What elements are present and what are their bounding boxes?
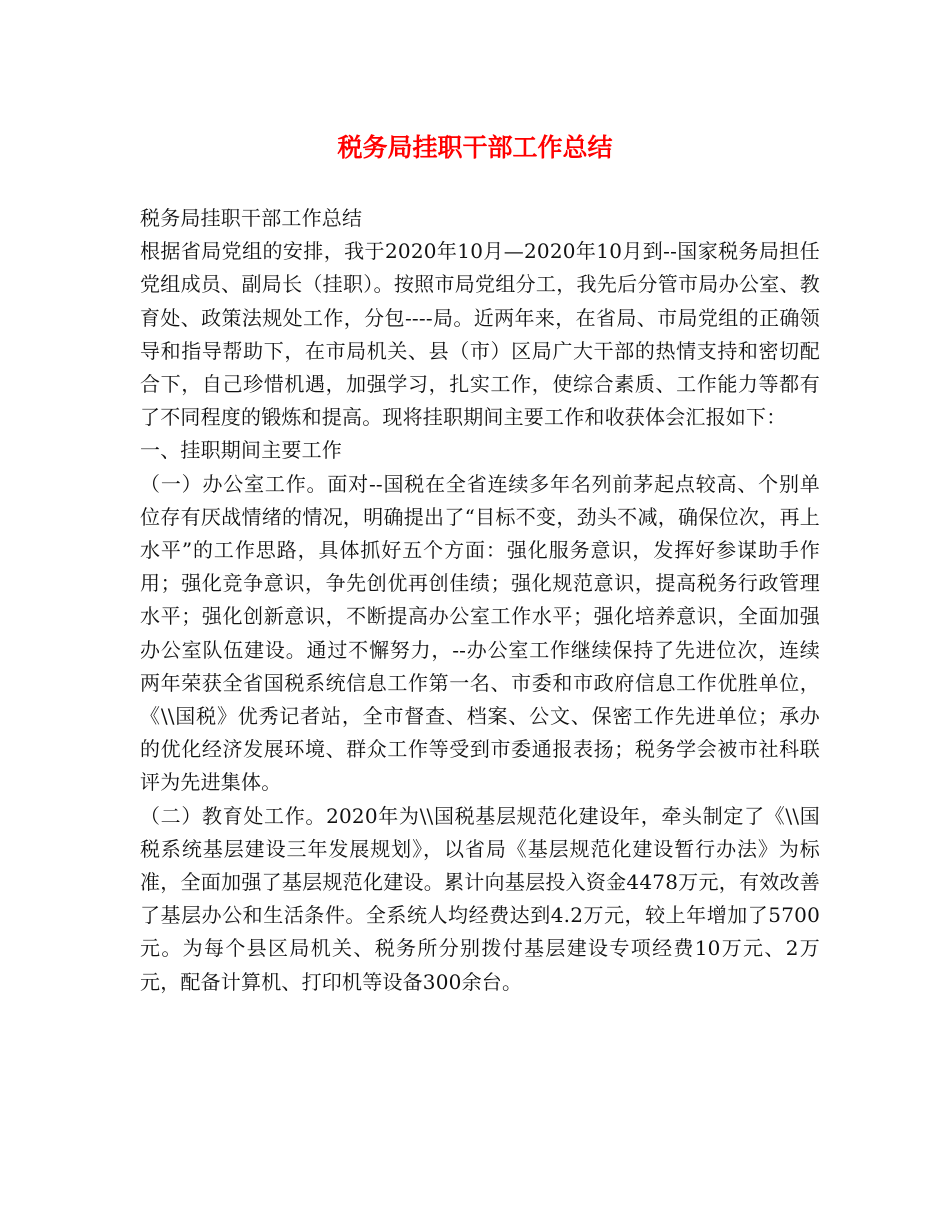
document-title: 税务局挂职干部工作总结 xyxy=(337,133,613,162)
section-heading-main-work: 一、挂职期间主要工作 xyxy=(140,438,342,463)
paragraph-office-work: （一）办公室工作。面对--国税在全省连续多年名列前茅起点较高、个别单位存有厌战情绪的情况，明确提出了“目标不变，劲头不减，确保位次，再上水平”的工作思路，具体抓好五个方面：强化服务意识，发挥好参谋助手作用；强化竞争意识，争先创优再创佳绩；强化规范意识，提高税务行政管理水平；强化创新意识，不断提高办公室工作水平；强化培养意识，全面加强办公室队伍建设。通过不懈努力，--办公室工作继续保持了先进位次，连续两年荣获全省国税系统信息工作第一名、市委和市政府信息工作优胜单位，《\\国税》优秀记者站，全市督查、档案、公文、保密工作先进单位；承办的优化经济发展环境、群众工作等受到市委通报表扬；税务学会被市社科联评为先进集体。 xyxy=(140,471,820,795)
paragraph-subtitle: 税务局挂职干部工作总结 xyxy=(140,206,363,230)
paragraph-intro: 根据省局党组的安排，我于2020年10月—2020年10月到--国家税务局担任党组成员、副局长（挂职）。按照市局党组分工，我先后分管市局办公室、教育处、政策法规处工作，分包----局。近两年来，在省局、市局党组的正确领导和指导帮助下，在市局机关、县（市）区局广大干部的热情支持和密切配合下，自己珍惜机遇，加强学习，扎实工作，使综合素质、工作能力等都有了不同程度的锻炼和提高。现将挂职期间主要工作和收获体会汇报如下： xyxy=(140,239,820,430)
paragraph-education-work: （二）教育处工作。2020年为\\国税基层规范化建设年，牵头制定了《\\国税系统基层建设三年发展规划》，以省局《基层规范化建设暂行办法》为标准，全面加强了基层规范化建设。累计向基层投入资金4478万元，有效改善了基层办公和生活条件。全系统人均经费达到4.2万元，较上年增加了5700元。为每个县区局机关、税务所分别拨付基层建设专项经费10万元、2万元，配备计算机、打印机等设备300余台。 xyxy=(140,803,820,994)
document-body xyxy=(140,202,820,999)
